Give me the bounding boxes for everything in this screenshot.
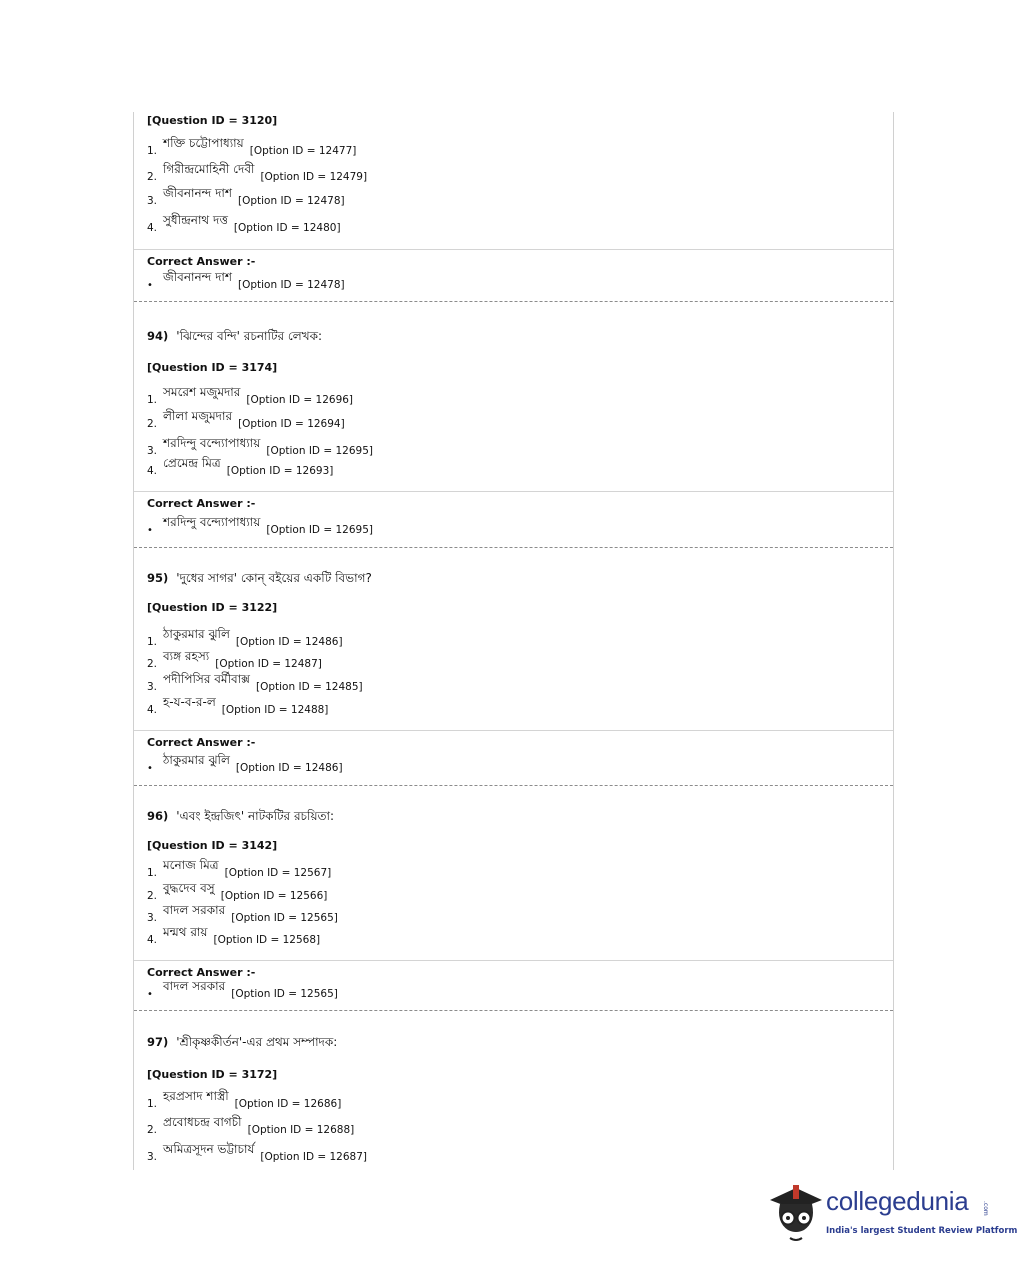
- question-title: 95) 'দুধের সাগর' কোন্ বইয়ের একটি বিভাগ?: [147, 571, 372, 585]
- question-paper-sheet: [133, 112, 894, 1170]
- correct-answer: •শরদিন্দু বন্দ্যোপাধ্যায়[Option ID = 12695]: [147, 515, 373, 536]
- question-id: [Question ID = 3120]: [147, 114, 278, 127]
- graduate-mascot-icon: [766, 1178, 826, 1248]
- correct-answer: •ঠাকুরমার ঝুলি[Option ID = 12486]: [147, 753, 343, 774]
- question-separator: [134, 1010, 893, 1011]
- correct-answer-label: Correct Answer :-: [147, 736, 256, 749]
- question-title: 94) 'ঝিন্দের বন্দি' রচনাটির লেখক:: [147, 329, 323, 343]
- option-item: 2.বুদ্ধদেব বসু[Option ID = 12566]: [147, 881, 328, 902]
- option-item: 2.প্রবোধচন্দ্র বাগচী[Option ID = 12688]: [147, 1115, 355, 1136]
- option-item: 1.ঠাকুরমার ঝুলি[Option ID = 12486]: [147, 627, 343, 648]
- option-item: 4.হ-য-ব-র-ল[Option ID = 12488]: [147, 695, 329, 716]
- question-separator: [134, 301, 893, 302]
- correct-answer-label: Correct Answer :-: [147, 966, 256, 979]
- brand-tagline: India's largest Student Review Platform: [826, 1226, 1018, 1236]
- question-title: 96) 'এবং ইন্দ্রজিৎ' নাটকটির রচয়িতা:: [147, 809, 335, 823]
- question-id: [Question ID = 3122]: [147, 601, 278, 614]
- option-item: 4.প্রেমেন্দ্র মিত্র[Option ID = 12693]: [147, 456, 334, 477]
- option-item: 3.শরদিন্দু বন্দ্যোপাধ্যায়[Option ID = 12695]: [147, 436, 373, 457]
- brand-name: collegedunia: [826, 1186, 969, 1216]
- section-divider: [134, 730, 893, 731]
- option-item: 1.মনোজ মিত্র[Option ID = 12567]: [147, 858, 332, 879]
- correct-answer: •বাদল সরকার[Option ID = 12565]: [147, 979, 338, 1000]
- question-separator: [134, 547, 893, 548]
- question-title: 97) 'শ্রীকৃষ্ণকীর্তন'-এর প্রথম সম্পাদক:: [147, 1035, 338, 1049]
- section-divider: [134, 960, 893, 961]
- option-item: 3.অমিত্রসূদন ভট্টাচার্য[Option ID = 12687]: [147, 1142, 368, 1163]
- question-id: [Question ID = 3142]: [147, 839, 278, 852]
- option-item: 4.মন্মথ রায়[Option ID = 12568]: [147, 925, 321, 946]
- option-item: 3.বাদল সরকার[Option ID = 12565]: [147, 903, 338, 924]
- option-item: 1.হরপ্রসাদ শাস্ত্রী[Option ID = 12686]: [147, 1089, 342, 1110]
- option-item: 1.শক্তি চট্টোপাধ্যায়[Option ID = 12477]: [147, 136, 357, 157]
- option-item: 1.সমরেশ মজুমদার[Option ID = 12696]: [147, 385, 354, 406]
- correct-answer-label: Correct Answer :-: [147, 255, 256, 268]
- option-item: 3.জীবনানন্দ দাশ[Option ID = 12478]: [147, 186, 345, 207]
- option-item: 2.ব্যঙ্গ রহস্য[Option ID = 12487]: [147, 649, 322, 670]
- question-id: [Question ID = 3172]: [147, 1068, 278, 1081]
- question-id: [Question ID = 3174]: [147, 361, 278, 374]
- correct-answer-label: Correct Answer :-: [147, 497, 256, 510]
- option-item: 2.গিরীন্দ্রমোহিনী দেবী[Option ID = 12479]: [147, 162, 368, 183]
- option-item: 2.লীলা মজুমদার[Option ID = 12694]: [147, 409, 345, 430]
- option-item: 3.পদীপিসির বর্মীবাক্স[Option ID = 12485]: [147, 672, 363, 693]
- section-divider: [134, 491, 893, 492]
- correct-answer: •জীবনানন্দ দাশ[Option ID = 12478]: [147, 270, 345, 291]
- question-separator: [134, 785, 893, 786]
- brand-suffix: .com: [982, 1201, 989, 1216]
- section-divider: [134, 249, 893, 250]
- option-item: 4.সুধীন্দ্রনাথ দত্ত[Option ID = 12480]: [147, 213, 341, 234]
- collegedunia-logo: [766, 1178, 1018, 1248]
